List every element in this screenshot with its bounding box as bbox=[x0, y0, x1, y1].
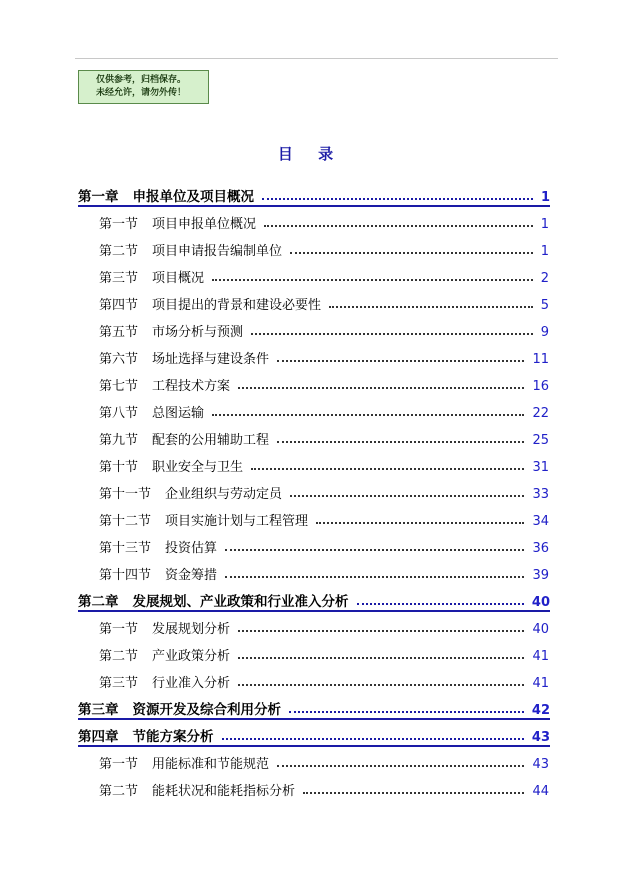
toc-page-number: 40 bbox=[532, 622, 549, 637]
toc-section-entry[interactable] bbox=[99, 293, 549, 313]
toc-entry-title: 工程技术方案 bbox=[152, 379, 231, 394]
toc-entry-number: 第三节 bbox=[99, 271, 139, 286]
toc-page-number: 25 bbox=[532, 433, 549, 448]
toc-page-number: 1 bbox=[540, 244, 549, 259]
toc-entry-label bbox=[99, 402, 204, 421]
toc-entry-title: 发展规划、产业政策和行业准入分析 bbox=[132, 594, 349, 610]
toc-entry-number: 第五节 bbox=[99, 325, 139, 340]
toc-entry-label bbox=[99, 348, 269, 367]
toc-entry-number: 第一节 bbox=[99, 622, 139, 637]
toc-dot-leader bbox=[277, 440, 524, 443]
toc-dot-leader bbox=[316, 521, 524, 524]
toc-section-entry[interactable] bbox=[99, 320, 549, 340]
toc-entry-label bbox=[78, 185, 254, 205]
toc-section-entry[interactable] bbox=[99, 455, 549, 475]
toc-entry-number: 第二节 bbox=[99, 649, 139, 664]
toc-section-entry[interactable] bbox=[99, 374, 549, 394]
toc-entry-number: 第二节 bbox=[99, 244, 139, 259]
toc-entry-number: 第八节 bbox=[99, 406, 139, 421]
toc-dot-leader bbox=[222, 737, 524, 740]
toc-entry-title: 项目实施计划与工程管理 bbox=[165, 514, 309, 529]
toc-entry-label bbox=[78, 590, 349, 610]
toc-entry-number: 第二节 bbox=[99, 784, 139, 799]
toc-entry-title: 市场分析与预测 bbox=[152, 325, 244, 340]
toc-dot-leader bbox=[290, 251, 533, 254]
toc-dot-leader bbox=[289, 710, 524, 713]
toc-entry-label bbox=[99, 672, 230, 691]
toc-entry-title: 资源开发及综合利用分析 bbox=[132, 702, 281, 718]
toc-dot-leader bbox=[251, 332, 533, 335]
toc-dot-leader bbox=[264, 224, 533, 227]
notice-line-1: 仅供参考，归档保存。 bbox=[96, 75, 187, 85]
toc-entry-title: 投资估算 bbox=[165, 541, 218, 556]
toc-page-number: 43 bbox=[531, 730, 550, 745]
toc-entry-number: 第三节 bbox=[99, 676, 139, 691]
toc-entry-number: 第七节 bbox=[99, 379, 139, 394]
toc-section-entry[interactable] bbox=[99, 401, 549, 421]
toc-entry-number: 第二章 bbox=[78, 594, 119, 610]
toc-page-number: 41 bbox=[532, 676, 549, 691]
toc-section-entry[interactable] bbox=[99, 482, 549, 502]
toc-section-entry[interactable] bbox=[99, 239, 549, 259]
toc-dot-leader bbox=[225, 548, 524, 551]
toc-entry-label bbox=[99, 753, 269, 772]
toc-section-entry[interactable] bbox=[99, 212, 549, 232]
toc-page-number: 9 bbox=[540, 325, 549, 340]
toc-dot-leader bbox=[277, 764, 524, 767]
toc-entry-number: 第一章 bbox=[78, 189, 119, 205]
notice-box bbox=[78, 70, 209, 104]
toc-entry-title: 企业组织与劳动定员 bbox=[165, 487, 283, 502]
toc-dot-leader bbox=[277, 359, 524, 362]
toc-entry-title: 项目申请报告编制单位 bbox=[152, 244, 283, 259]
toc-page-number: 39 bbox=[532, 568, 549, 583]
toc-entry-number: 第十节 bbox=[99, 460, 139, 475]
toc-dot-leader bbox=[212, 413, 524, 416]
toc-entry-label bbox=[99, 780, 295, 799]
toc-entry-title: 资金筹措 bbox=[165, 568, 218, 583]
toc-entry-label bbox=[99, 213, 256, 232]
toc-dot-leader bbox=[262, 197, 533, 200]
toc-page-number: 22 bbox=[532, 406, 549, 421]
toc-section-entry[interactable] bbox=[99, 752, 549, 772]
toc-entry-label bbox=[78, 698, 281, 718]
toc-entry-label bbox=[99, 510, 308, 529]
toc-page-number: 16 bbox=[532, 379, 549, 394]
toc-page-number: 40 bbox=[531, 595, 550, 610]
toc-page-number: 1 bbox=[540, 217, 549, 232]
toc-page-number: 43 bbox=[532, 757, 549, 772]
toc-page-number: 42 bbox=[531, 703, 550, 718]
toc-section-entry[interactable] bbox=[99, 563, 549, 583]
toc-page-number: 1 bbox=[540, 190, 550, 205]
toc-page-number: 34 bbox=[532, 514, 549, 529]
toc-entry-label bbox=[99, 456, 243, 475]
toc-entry-label bbox=[99, 240, 282, 259]
toc-entry-label bbox=[99, 564, 217, 583]
toc-entry-label bbox=[78, 725, 214, 745]
toc-chapter-entry[interactable] bbox=[78, 590, 550, 610]
toc-entry-title: 用能标准和节能规范 bbox=[152, 757, 270, 772]
toc-chapter-entry[interactable] bbox=[78, 725, 550, 745]
toc-section-entry[interactable] bbox=[99, 536, 549, 556]
toc-dot-leader bbox=[329, 305, 533, 308]
toc-section-entry[interactable] bbox=[99, 509, 549, 529]
toc-entry-label bbox=[99, 483, 282, 502]
toc-entry-number: 第一节 bbox=[99, 217, 139, 232]
toc-entry-number: 第十一节 bbox=[99, 487, 152, 502]
toc-dot-leader bbox=[303, 791, 524, 794]
toc-chapter-entry[interactable] bbox=[78, 698, 550, 718]
toc-entry-title: 项目提出的背景和建设必要性 bbox=[152, 298, 322, 313]
toc-entry-number: 第四节 bbox=[99, 298, 139, 313]
toc-entry-number: 第四章 bbox=[78, 729, 119, 745]
toc-entry-title: 职业安全与卫生 bbox=[152, 460, 244, 475]
toc-entry-label bbox=[99, 321, 243, 340]
toc-entry-number: 第三章 bbox=[78, 702, 119, 718]
toc-entry-number: 第十四节 bbox=[99, 568, 152, 583]
toc-entry-title: 能耗状况和能耗指标分析 bbox=[152, 784, 296, 799]
toc-title: 目 录 bbox=[277, 145, 344, 163]
toc-page-number: 11 bbox=[532, 352, 549, 367]
chapter-underline bbox=[78, 745, 550, 747]
toc-entry-title: 项目概况 bbox=[152, 271, 205, 286]
toc-section-entry[interactable] bbox=[99, 617, 549, 637]
toc-section-entry[interactable] bbox=[99, 266, 549, 286]
toc-dot-leader bbox=[238, 683, 524, 686]
toc-entry-number: 第九节 bbox=[99, 433, 139, 448]
header-rule bbox=[75, 58, 558, 59]
toc-entry-title: 项目申报单位概况 bbox=[152, 217, 257, 232]
toc-entry-number: 第十三节 bbox=[99, 541, 152, 556]
toc-entry-label bbox=[99, 294, 321, 313]
toc-entry-number: 第六节 bbox=[99, 352, 139, 367]
toc-dot-leader bbox=[290, 494, 524, 497]
chapter-underline bbox=[78, 610, 550, 612]
toc-dot-leader bbox=[251, 467, 524, 470]
toc-entry-number: 第一节 bbox=[99, 757, 139, 772]
chapter-underline bbox=[78, 205, 550, 207]
toc-page-number: 33 bbox=[532, 487, 549, 502]
toc-page-number: 5 bbox=[540, 298, 549, 313]
notice-line-2: 未经允许，请勿外传！ bbox=[96, 88, 187, 98]
toc-page-number: 36 bbox=[532, 541, 549, 556]
toc-page-number: 44 bbox=[532, 784, 549, 799]
toc-section-entry[interactable] bbox=[99, 644, 549, 664]
toc-section-entry[interactable] bbox=[99, 347, 549, 367]
toc-dot-leader bbox=[238, 386, 524, 389]
toc-entry-label bbox=[99, 645, 230, 664]
toc-dot-leader bbox=[357, 602, 524, 605]
toc-dot-leader bbox=[212, 278, 533, 281]
toc-entry-number: 第十二节 bbox=[99, 514, 152, 529]
toc-entry-title: 行业准入分析 bbox=[152, 676, 231, 691]
toc-page-number: 31 bbox=[532, 460, 549, 475]
toc-entry-title: 配套的公用辅助工程 bbox=[152, 433, 270, 448]
toc-section-entry[interactable] bbox=[99, 671, 549, 691]
toc-entry-title: 申报单位及项目概况 bbox=[132, 189, 254, 205]
toc-dot-leader bbox=[238, 629, 524, 632]
toc-entry-label bbox=[99, 267, 204, 286]
toc-section-entry[interactable] bbox=[99, 428, 549, 448]
toc-entry-title: 总图运输 bbox=[152, 406, 205, 421]
toc-entry-title: 产业政策分析 bbox=[152, 649, 231, 664]
toc-entry-label bbox=[99, 375, 230, 394]
toc-chapter-entry[interactable] bbox=[78, 185, 550, 205]
toc-entry-label bbox=[99, 537, 217, 556]
toc-entry-title: 发展规划分析 bbox=[152, 622, 231, 637]
toc-entry-title: 场址选择与建设条件 bbox=[152, 352, 270, 367]
toc-entry-label bbox=[99, 429, 269, 448]
toc-entry-label bbox=[99, 618, 230, 637]
toc-page-number: 2 bbox=[540, 271, 549, 286]
toc-page-number: 41 bbox=[532, 649, 549, 664]
toc-dot-leader bbox=[238, 656, 524, 659]
toc-section-entry[interactable] bbox=[99, 779, 549, 799]
chapter-underline bbox=[78, 718, 550, 720]
toc-dot-leader bbox=[225, 575, 524, 578]
toc-entry-title: 节能方案分析 bbox=[132, 729, 214, 745]
